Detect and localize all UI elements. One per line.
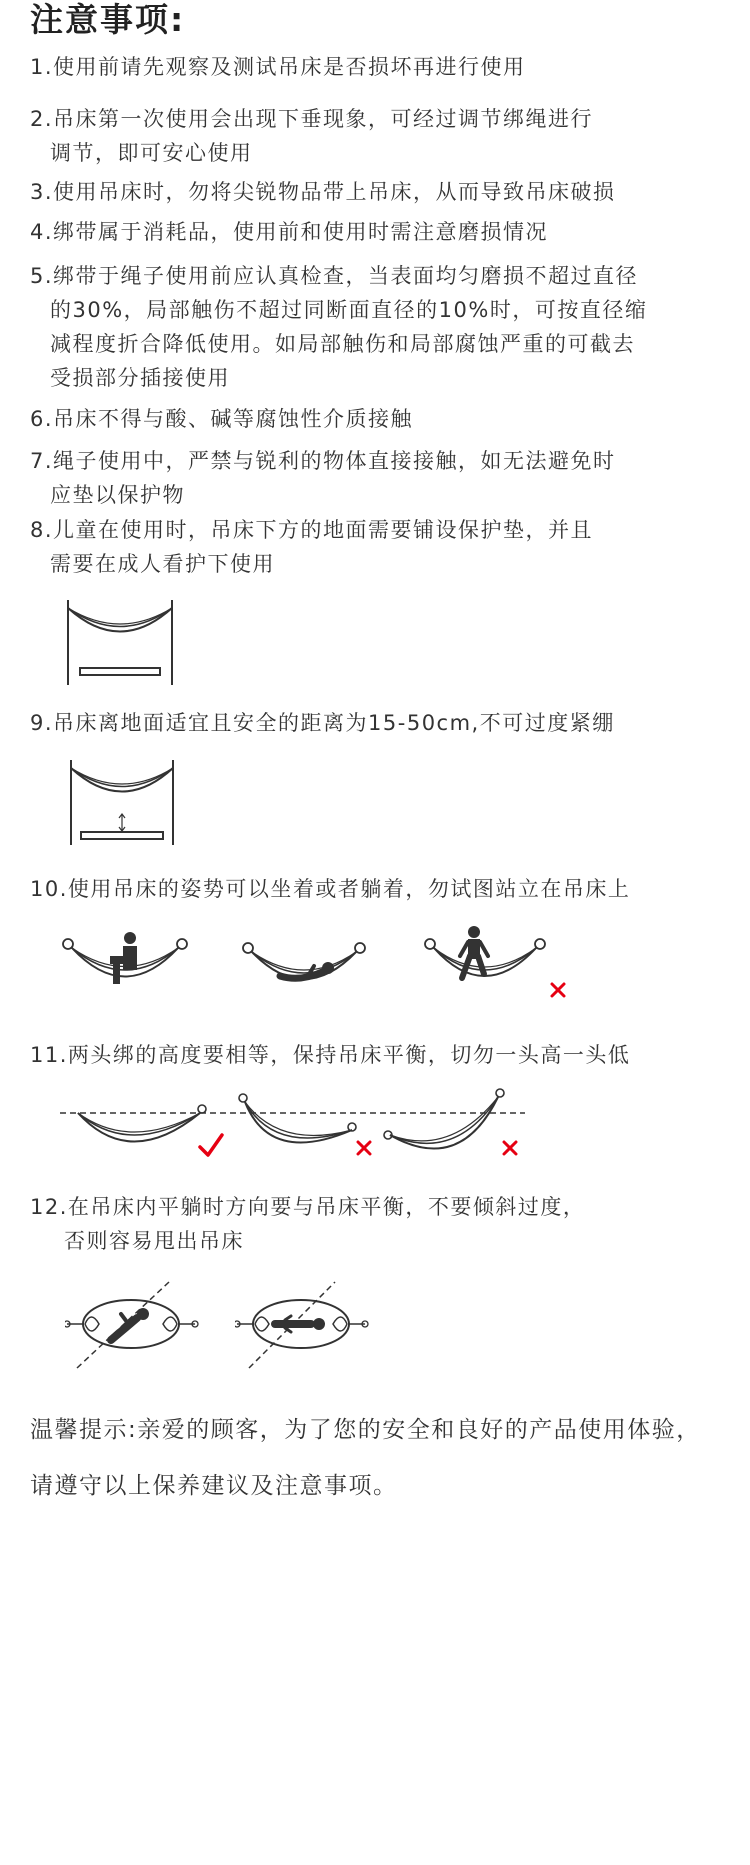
item-line: 否则容易甩出吊床	[64, 1229, 244, 1253]
item-line: 减程度折合降低使用。如局部触伤和局部腐蚀严重的可截去	[50, 332, 635, 356]
lying-person-icon	[240, 938, 370, 1003]
lying-straight-icon	[235, 1280, 370, 1370]
item-line: 需要在成人看护下使用	[50, 552, 275, 576]
standing-person-icon	[422, 926, 572, 1006]
item-line: 应垫以保护物	[50, 483, 185, 507]
item-line: 11.两头绑的高度要相等，保持吊床平衡，切勿一头高一头低	[30, 1043, 631, 1067]
item-line: 4.绑带属于消耗品，使用前和使用时需注意磨损情况	[30, 220, 549, 244]
item-line: 2.吊床第一次使用会出现下垂现象，可经过调节绑绳进行	[30, 107, 594, 131]
page-title: 注意事项:	[30, 0, 186, 39]
item-line: 9.吊床离地面适宜且安全的距离为15-50cm,不可过度紧绷	[30, 711, 615, 735]
hammock-level-icon	[60, 1085, 530, 1165]
notice-item-8	[30, 513, 720, 581]
item-line: 8.儿童在使用时，吊床下方的地面需要铺设保护垫，并且	[30, 518, 594, 542]
item-line: 受损部分插接使用	[50, 366, 230, 390]
notice-item-2	[30, 102, 720, 170]
sitting-person-icon	[60, 930, 195, 1005]
cross-mark-icon	[358, 1142, 370, 1154]
tip-line: 温馨提示:亲爱的顾客，为了您的安全和良好的产品使用体验，	[30, 1417, 701, 1443]
notice-item-11	[30, 1038, 720, 1072]
item-line: 1.使用前请先观察及测试吊床是否损坏再进行使用	[30, 55, 526, 79]
warm-tip	[30, 1402, 730, 1514]
hammock-height-arrow-icon	[65, 760, 185, 845]
item-line: 的30%，局部触伤不超过同断面直径的10%时，可按直径缩	[50, 298, 648, 322]
notice-item-5	[30, 259, 720, 395]
item-line: 10.使用吊床的姿势可以坐着或者躺着，勿试图站立在吊床上	[30, 877, 631, 901]
notice-item-12	[30, 1190, 720, 1258]
notice-item-3	[30, 175, 720, 209]
item-line: 7.绳子使用中，严禁与锐利的物体直接接触，如无法避免时	[30, 449, 616, 473]
notice-item-1	[30, 50, 720, 84]
item-line: 6.吊床不得与酸、碱等腐蚀性介质接触	[30, 407, 414, 431]
notice-item-6	[30, 402, 720, 436]
notice-item-10	[30, 872, 720, 906]
item-line: 12.在吊床内平躺时方向要与吊床平衡，不要倾斜过度，	[30, 1195, 586, 1219]
hammock-with-pad-icon	[60, 600, 180, 685]
item-line: 5.绑带于绳子使用前应认真检查，当表面均匀磨损不超过直径	[30, 264, 639, 288]
notice-item-9	[30, 706, 720, 740]
cross-mark-icon	[504, 1142, 516, 1154]
notice-item-7	[30, 444, 720, 512]
item-line: 3.使用吊床时，勿将尖锐物品带上吊床，从而导致吊床破损	[30, 180, 616, 204]
lying-diagonal-icon	[65, 1280, 200, 1370]
cross-mark-icon	[552, 984, 564, 996]
check-mark-icon	[200, 1135, 222, 1155]
notice-item-4	[30, 215, 720, 249]
tip-line: 请遵守以上保养建议及注意事项。	[30, 1473, 398, 1499]
item-line: 调节，即可安心使用	[50, 141, 253, 165]
